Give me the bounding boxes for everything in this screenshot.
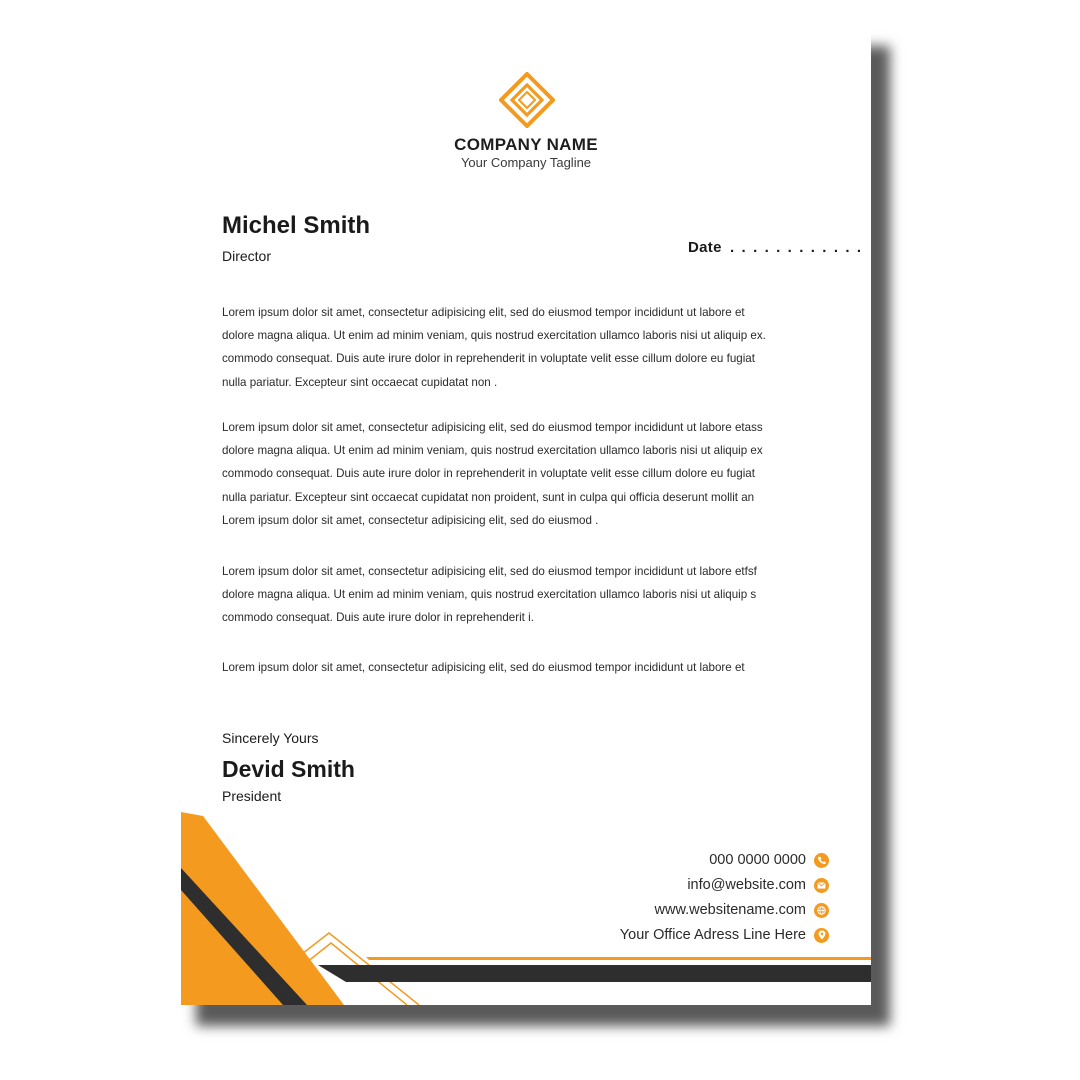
company-tagline: Your Company Tagline bbox=[460, 155, 592, 170]
text-line: commodo consequat. Duis aute irure dolor in reprehenderit i. bbox=[222, 611, 534, 625]
email-address: info@website.com bbox=[687, 877, 806, 893]
text-line: commodo consequat. Duis aute irure dolor in reprehenderit in voluptate velit esse cillum dolore eu fugiat bbox=[222, 352, 755, 366]
recipient-name: Michel Smith bbox=[222, 212, 371, 239]
text-line: Lorem ipsum dolor sit amet, consectetur adipisicing elit, sed do eiusmod tempor incididunt ut labore etass bbox=[222, 421, 763, 434]
website-url: www.websitename.com bbox=[654, 902, 806, 918]
signer-title: President bbox=[222, 788, 282, 804]
text-line: commodo consequat. Duis aute irure dolor in reprehenderit in voluptate velit esse cillum dolore eu fugiat bbox=[222, 467, 755, 481]
contact-email[interactable] bbox=[687, 877, 829, 893]
text-line: nulla pariatur. Excepteur sint occaecat cupidatat non proident, sunt in culpa qui officia deserunt mollit an bbox=[222, 490, 755, 504]
text-line: Lorem ipsum dolor sit amet, consectetur adipisicing elit, sed do eiusmod . bbox=[222, 513, 599, 527]
globe-icon bbox=[814, 903, 829, 918]
signer-name: Devid Smith bbox=[222, 756, 355, 782]
text-line: nulla pariatur. Excepteur sint occaecat cupidatat non . bbox=[222, 375, 498, 389]
text-line: Lorem ipsum dolor sit amet, consectetur adipisicing elit, sed do eiusmod tempor incididunt ut labore etfsf bbox=[222, 565, 757, 578]
contact-phone[interactable] bbox=[709, 852, 829, 868]
date-label: Date bbox=[688, 239, 722, 256]
closing-line: Sincerely Yours bbox=[222, 730, 319, 746]
recipient-title: Director bbox=[222, 248, 272, 264]
text-line: dolore magna aliqua. Ut enim ad minim veniam, quis nostrud exercitation ullamco laboris nisi ut aliquip s bbox=[222, 588, 757, 602]
company-name: COMPANY NAME bbox=[454, 135, 598, 154]
date-placeholder-dots: . . . . . . . . . . . . bbox=[730, 239, 863, 256]
contact-website[interactable] bbox=[655, 902, 830, 918]
letterhead-page bbox=[181, 28, 871, 1005]
location-pin-icon bbox=[814, 928, 829, 943]
text-line: dolore magna aliqua. Ut enim ad minim veniam, quis nostrud exercitation ullamco laboris nisi ut aliquip ex. bbox=[222, 329, 766, 343]
office-address: Your Office Adress Line Here bbox=[619, 927, 806, 943]
phone-number: 000 0000 0000 bbox=[709, 852, 806, 868]
contact-address[interactable] bbox=[620, 927, 829, 943]
phone-icon bbox=[814, 853, 829, 868]
text-line: Lorem ipsum dolor sit amet, consectetur adipisicing elit, sed do eiusmod tempor incididunt ut labore et bbox=[222, 306, 745, 319]
envelope-icon bbox=[814, 878, 829, 893]
text-line: Lorem ipsum dolor sit amet, consectetur adipisicing elit, sed do eiusmod tempor incididunt ut labore et bbox=[222, 661, 745, 674]
text-line: dolore magna aliqua. Ut enim ad minim veniam, quis nostrud exercitation ullamco laboris nisi ut aliquip ex bbox=[222, 444, 763, 458]
